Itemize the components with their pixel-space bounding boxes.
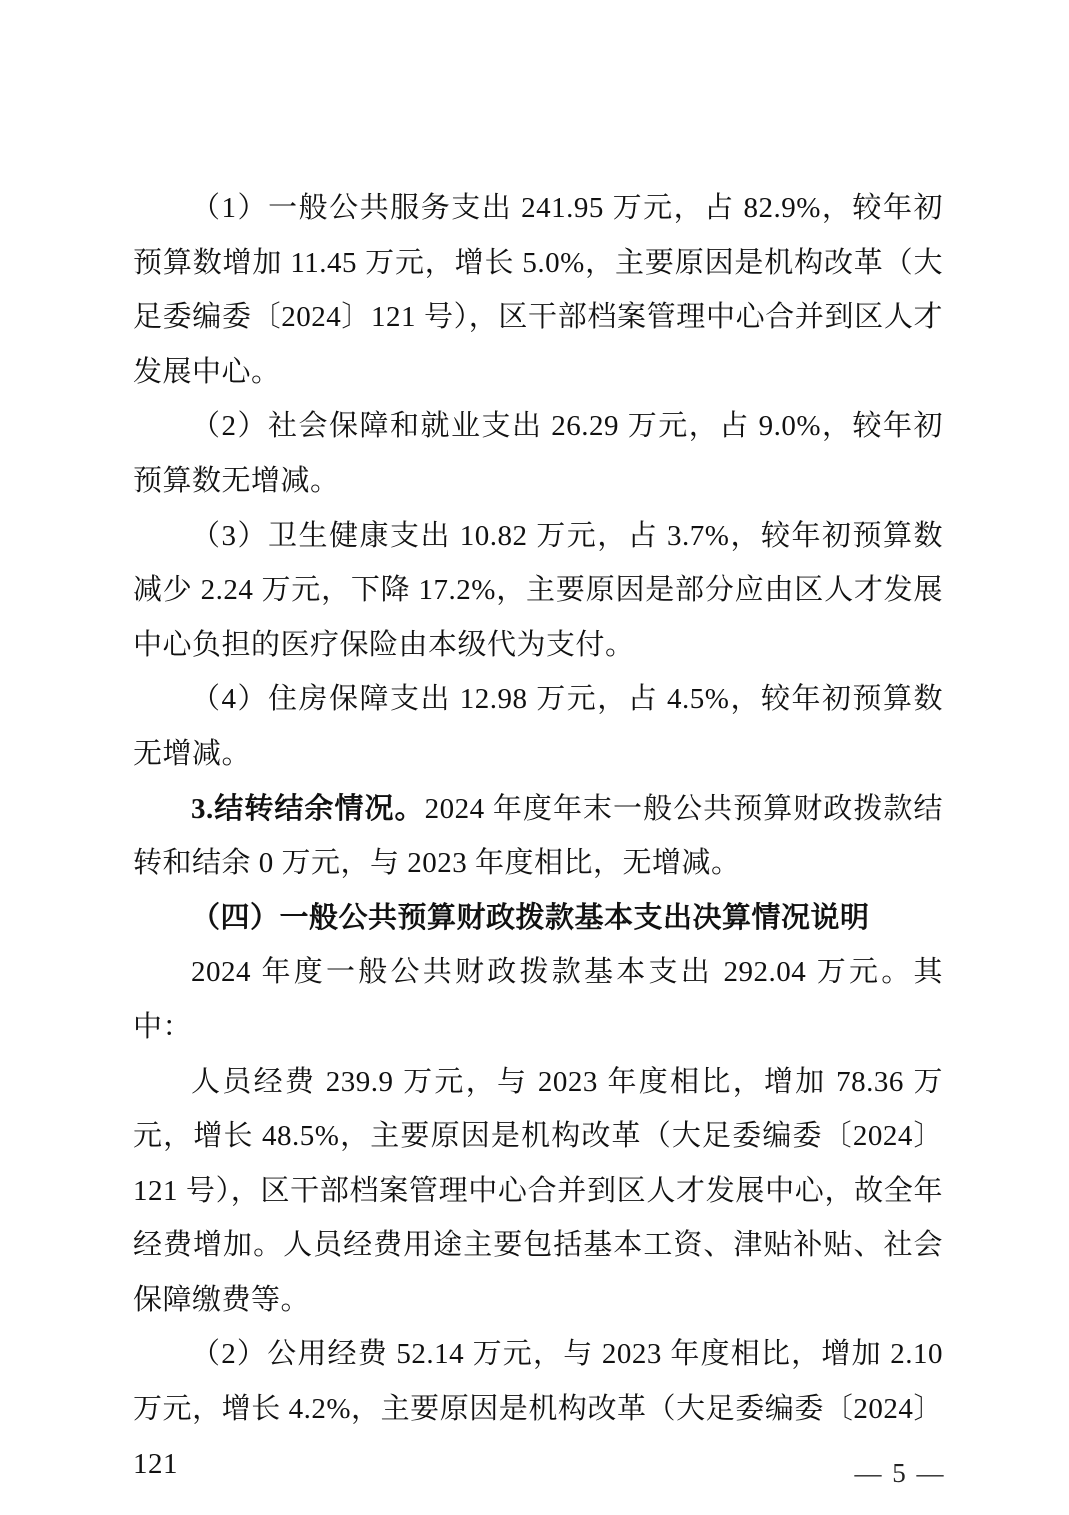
paragraph-expense-item-2 xyxy=(133,399,943,508)
paragraph-basic-expense-total xyxy=(133,945,943,1054)
heading-text: （四）一般公共预算财政拨款基本支出决算情况说明 xyxy=(191,901,870,934)
paragraph-text: （4）住房保障支出 12.98 万元，占 4.5%，较年初预算数无增减。 xyxy=(133,683,943,770)
page-number: — 5 — xyxy=(854,1458,946,1488)
section-heading-4 xyxy=(133,891,943,946)
paragraph-text: （2）社会保障和就业支出 26.29 万元，占 9.0%，较年初预算数无增减。 xyxy=(133,410,943,497)
paragraph-text: 人员经费 239.9 万元，与 2023 年度相比，增加 78.36 万元，增长 48.5%，主要原因是机构改革（大足委编委〔2024〕121 号），区干部档案管理中心合并到区人才发展中心，故全年经费增加。人员经费用途主要包括基本工资、津贴补贴、社会保障缴费等。 xyxy=(133,1065,943,1316)
paragraph-personnel-expense xyxy=(133,1055,943,1328)
paragraph-expense-item-3 xyxy=(133,509,943,673)
paragraph-text: （2）公用经费 52.14 万元，与 2023 年度相比，增加 2.10 万元，增长 4.2%，主要原因是机构改革（大足委编委〔2024〕121 xyxy=(133,1338,943,1480)
paragraph-text: （3）卫生健康支出 10.82 万元，占 3.7%，较年初预算数减少 2.24 万元，下降 17.2%，主要原因是部分应由区人才发展中心负担的医疗保险由本级代为支付。 xyxy=(133,519,943,661)
paragraph-carryover-balance xyxy=(133,782,943,891)
paragraph-lead-bold: 3.结转结余情况。 xyxy=(191,792,425,825)
document-body xyxy=(133,181,943,1491)
paragraph-text: 2024 年度一般公共财政拨款基本支出 292.04 万元。其中： xyxy=(133,956,943,1043)
paragraph-expense-item-4 xyxy=(133,672,943,781)
paragraph-text: （1）一般公共服务支出 241.95 万元，占 82.9%，较年初预算数增加 11.45 万元，增长 5.0%，主要原因是机构改革（大足委编委〔2024〕121 号），区干部档案管理中心合并到区人才发展中心。 xyxy=(133,192,943,388)
paragraph-text: 2024 年度年末一般公共预算财政拨款结转和结余 0 万元，与 2023 年度相比，无增减。 xyxy=(133,792,943,880)
paragraph-expense-item-1 xyxy=(133,181,943,399)
